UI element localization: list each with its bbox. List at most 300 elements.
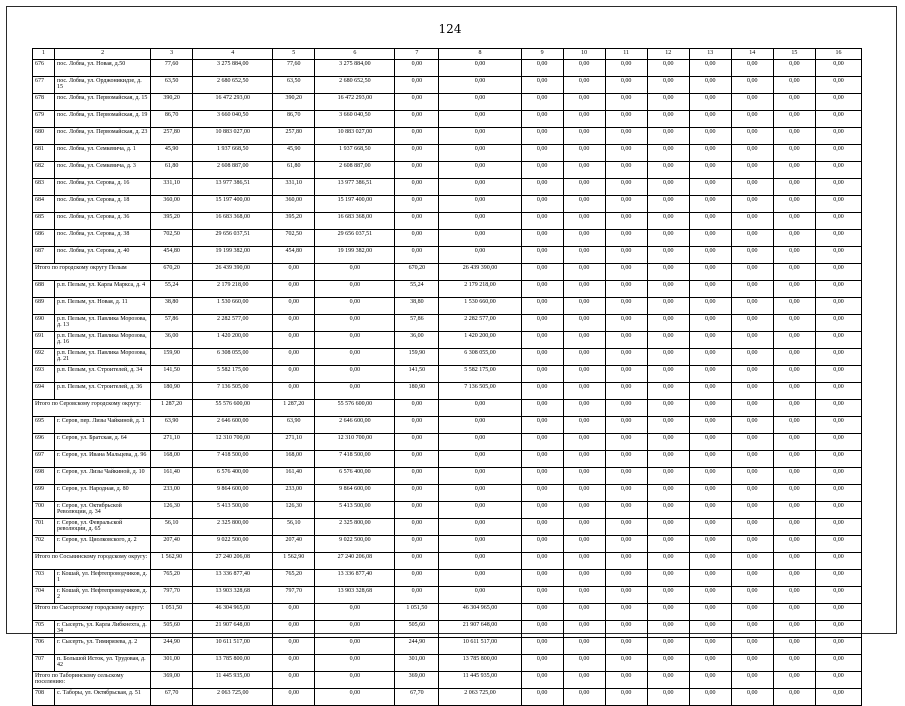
value-cell: 0,00: [605, 196, 647, 213]
value-cell: 0,00: [439, 60, 521, 77]
table-row: [33, 94, 862, 111]
table-row: [33, 638, 862, 655]
value-cell: 0,00: [273, 604, 315, 621]
value-cell: 0,00: [439, 111, 521, 128]
value-cell: 765,20: [273, 570, 315, 587]
address-cell: с. Таборы, ул. Октябрьская, д. 51: [55, 689, 151, 706]
value-cell: 67,70: [151, 689, 193, 706]
value-cell: 0,00: [689, 638, 731, 655]
value-cell: 0,00: [647, 315, 689, 332]
table-row: [33, 451, 862, 468]
value-cell: 0,00: [773, 281, 815, 298]
value-cell: 0,00: [521, 451, 563, 468]
value-cell: 271,10: [151, 434, 193, 451]
value-cell: 0,00: [815, 502, 861, 519]
value-cell: 0,00: [689, 502, 731, 519]
value-cell: 0,00: [521, 315, 563, 332]
value-cell: 0,00: [647, 604, 689, 621]
value-cell: 0,00: [395, 94, 439, 111]
address-cell: пос. Лобва, ул. Серова, д. 18: [55, 196, 151, 213]
value-cell: 0,00: [815, 604, 861, 621]
value-cell: 0,00: [521, 111, 563, 128]
value-cell: 0,00: [273, 366, 315, 383]
value-cell: 0,00: [315, 638, 395, 655]
value-cell: 0,00: [815, 298, 861, 315]
value-cell: 0,00: [521, 417, 563, 434]
column-header: 10: [563, 49, 605, 60]
address-cell: пос. Лобва, ул. Первомайская, д. 15: [55, 94, 151, 111]
value-cell: 27 240 206,08: [315, 553, 395, 570]
value-cell: 0,00: [647, 536, 689, 553]
value-cell: 0,00: [521, 298, 563, 315]
value-cell: 38,80: [151, 298, 193, 315]
value-cell: 0,00: [647, 145, 689, 162]
column-header: 6: [315, 49, 395, 60]
value-cell: 0,00: [605, 94, 647, 111]
value-cell: 0,00: [439, 196, 521, 213]
value-cell: 0,00: [521, 587, 563, 604]
table-row: [33, 111, 862, 128]
table-row: [33, 145, 862, 162]
value-cell: 1 420 200,00: [439, 332, 521, 349]
value-cell: 0,00: [689, 179, 731, 196]
table-row: [33, 587, 862, 604]
value-cell: 0,00: [521, 77, 563, 94]
row-number-cell: 696: [33, 434, 55, 451]
value-cell: 0,00: [731, 94, 773, 111]
row-number-cell: 680: [33, 128, 55, 145]
address-cell: пос. Лобва, ул. Семкевича, д. 1: [55, 145, 151, 162]
value-cell: 77,60: [151, 60, 193, 77]
row-number-cell: 677: [33, 77, 55, 94]
value-cell: 0,00: [521, 349, 563, 366]
value-cell: 0,00: [815, 111, 861, 128]
value-cell: 0,00: [315, 655, 395, 672]
value-cell: 0,00: [521, 621, 563, 638]
value-cell: 0,00: [773, 570, 815, 587]
value-cell: 0,00: [647, 451, 689, 468]
value-cell: 0,00: [731, 366, 773, 383]
value-cell: 0,00: [647, 638, 689, 655]
value-cell: 0,00: [563, 332, 605, 349]
row-number-cell: 692: [33, 349, 55, 366]
column-header: 12: [647, 49, 689, 60]
value-cell: 0,00: [647, 179, 689, 196]
value-cell: 0,00: [689, 264, 731, 281]
value-cell: 0,00: [731, 485, 773, 502]
value-cell: 0,00: [439, 179, 521, 196]
value-cell: 55 576 600,00: [315, 400, 395, 417]
value-cell: 0,00: [731, 468, 773, 485]
value-cell: 0,00: [689, 434, 731, 451]
value-cell: 0,00: [773, 213, 815, 230]
value-cell: 0,00: [395, 179, 439, 196]
value-cell: 0,00: [689, 162, 731, 179]
value-cell: 0,00: [689, 145, 731, 162]
value-cell: 0,00: [605, 451, 647, 468]
value-cell: 0,00: [605, 281, 647, 298]
address-cell: Итого по Таборинскому сельскому поселению:: [33, 672, 151, 689]
value-cell: 77,60: [273, 60, 315, 77]
row-number-cell: 705: [33, 621, 55, 638]
row-number-cell: 693: [33, 366, 55, 383]
value-cell: 0,00: [439, 451, 521, 468]
address-cell: г. Серов, ул. Лизы Чайкиной, д. 10: [55, 468, 151, 485]
value-cell: 0,00: [563, 604, 605, 621]
value-cell: 0,00: [521, 502, 563, 519]
value-cell: 0,00: [563, 485, 605, 502]
address-cell: Итого по Сосьвинскому городскому округу:: [33, 553, 151, 570]
value-cell: 9 022 500,00: [193, 536, 273, 553]
value-cell: 0,00: [689, 77, 731, 94]
value-cell: 0,00: [815, 485, 861, 502]
value-cell: 0,00: [521, 247, 563, 264]
value-cell: 0,00: [395, 60, 439, 77]
value-cell: 0,00: [439, 213, 521, 230]
value-cell: 0,00: [563, 247, 605, 264]
value-cell: 1 530 660,00: [193, 298, 273, 315]
value-cell: 1 287,20: [151, 400, 193, 417]
value-cell: 2 646 600,00: [315, 417, 395, 434]
table-row: [33, 162, 862, 179]
column-header: 11: [605, 49, 647, 60]
value-cell: 168,00: [151, 451, 193, 468]
value-cell: 0,00: [731, 213, 773, 230]
value-cell: 0,00: [689, 94, 731, 111]
value-cell: 56,10: [151, 519, 193, 536]
value-cell: 2 646 600,00: [193, 417, 273, 434]
value-cell: 0,00: [773, 400, 815, 417]
value-cell: 0,00: [773, 689, 815, 706]
value-cell: 0,00: [273, 281, 315, 298]
value-cell: 1 937 668,50: [193, 145, 273, 162]
value-cell: 2 179 218,00: [439, 281, 521, 298]
column-header: 4: [193, 49, 273, 60]
value-cell: 0,00: [731, 570, 773, 587]
value-cell: 16 683 368,00: [193, 213, 273, 230]
value-cell: 0,00: [563, 77, 605, 94]
value-cell: 0,00: [563, 179, 605, 196]
value-cell: 0,00: [689, 468, 731, 485]
value-cell: 0,00: [731, 400, 773, 417]
row-number-cell: 681: [33, 145, 55, 162]
value-cell: 0,00: [815, 179, 861, 196]
value-cell: 141,50: [395, 366, 439, 383]
row-number-cell: 700: [33, 502, 55, 519]
value-cell: 10 611 517,00: [439, 638, 521, 655]
value-cell: 0,00: [521, 60, 563, 77]
value-cell: 0,00: [647, 383, 689, 400]
value-cell: 159,90: [395, 349, 439, 366]
value-cell: 0,00: [521, 570, 563, 587]
table-body: [33, 60, 862, 706]
column-header: 2: [55, 49, 151, 60]
value-cell: 45,90: [273, 145, 315, 162]
value-cell: 0,00: [773, 264, 815, 281]
value-cell: 0,00: [773, 315, 815, 332]
value-cell: 0,00: [773, 332, 815, 349]
value-cell: 63,50: [151, 77, 193, 94]
value-cell: 0,00: [605, 128, 647, 145]
value-cell: 0,00: [647, 77, 689, 94]
value-cell: 0,00: [605, 536, 647, 553]
value-cell: 46 304 965,00: [439, 604, 521, 621]
value-cell: 0,00: [395, 536, 439, 553]
value-cell: 390,20: [273, 94, 315, 111]
address-cell: р.п. Пелым, ул. Новая, д. 11: [55, 298, 151, 315]
value-cell: 0,00: [731, 77, 773, 94]
value-cell: 0,00: [521, 366, 563, 383]
value-cell: 1 562,90: [273, 553, 315, 570]
value-cell: 0,00: [815, 468, 861, 485]
value-cell: 0,00: [689, 128, 731, 145]
value-cell: 0,00: [647, 689, 689, 706]
value-cell: 0,00: [773, 349, 815, 366]
address-cell: пос. Лобва, ул. Первомайская, д. 19: [55, 111, 151, 128]
value-cell: 19 199 382,00: [193, 247, 273, 264]
value-cell: 11 445 935,00: [193, 672, 273, 689]
value-cell: 0,00: [689, 451, 731, 468]
value-cell: 0,00: [815, 383, 861, 400]
value-cell: 13 977 386,51: [193, 179, 273, 196]
row-number-cell: 695: [33, 417, 55, 434]
value-cell: 0,00: [395, 502, 439, 519]
value-cell: 0,00: [815, 519, 861, 536]
value-cell: 0,00: [605, 485, 647, 502]
row-number-cell: 684: [33, 196, 55, 213]
address-cell: г. Серов, пер. Лизы Чайкиной, д. 1: [55, 417, 151, 434]
value-cell: 0,00: [395, 417, 439, 434]
value-cell: 0,00: [689, 672, 731, 689]
value-cell: 6 576 400,00: [315, 468, 395, 485]
value-cell: 126,30: [151, 502, 193, 519]
value-cell: 16 472 293,00: [315, 94, 395, 111]
value-cell: 670,20: [395, 264, 439, 281]
value-cell: 505,60: [395, 621, 439, 638]
value-cell: 0,00: [439, 417, 521, 434]
value-cell: 0,00: [731, 502, 773, 519]
value-cell: 45,90: [151, 145, 193, 162]
table-row: [33, 60, 862, 77]
value-cell: 0,00: [647, 417, 689, 434]
value-cell: 0,00: [315, 621, 395, 638]
value-cell: 670,20: [151, 264, 193, 281]
value-cell: 0,00: [563, 587, 605, 604]
value-cell: 0,00: [521, 196, 563, 213]
value-cell: 0,00: [773, 672, 815, 689]
value-cell: 271,10: [273, 434, 315, 451]
value-cell: 207,40: [273, 536, 315, 553]
value-cell: 7 136 505,00: [193, 383, 273, 400]
value-cell: 0,00: [689, 655, 731, 672]
value-cell: 0,00: [689, 349, 731, 366]
value-cell: 0,00: [395, 77, 439, 94]
value-cell: 0,00: [521, 519, 563, 536]
value-cell: 0,00: [689, 570, 731, 587]
value-cell: 1 530 660,00: [439, 298, 521, 315]
value-cell: 0,00: [731, 230, 773, 247]
value-cell: 0,00: [647, 162, 689, 179]
table-row: [33, 434, 862, 451]
row-number-cell: 708: [33, 689, 55, 706]
address-cell: пос. Лобва, ул. Серова, д. 36: [55, 213, 151, 230]
value-cell: 0,00: [773, 145, 815, 162]
column-header: 14: [731, 49, 773, 60]
value-cell: 0,00: [647, 366, 689, 383]
row-number-cell: 685: [33, 213, 55, 230]
value-cell: 0,00: [605, 247, 647, 264]
value-cell: 10 611 517,00: [193, 638, 273, 655]
table-row: [33, 298, 862, 315]
value-cell: 0,00: [647, 230, 689, 247]
table-row: [33, 621, 862, 638]
page-number: 124: [438, 22, 462, 36]
value-cell: 0,00: [773, 587, 815, 604]
value-cell: 360,00: [273, 196, 315, 213]
address-cell: г. Серов, ул. Братская, д. 64: [55, 434, 151, 451]
subtotal-row: [33, 553, 862, 570]
row-number-cell: 686: [33, 230, 55, 247]
value-cell: 0,00: [273, 315, 315, 332]
value-cell: 0,00: [689, 383, 731, 400]
value-cell: 0,00: [273, 621, 315, 638]
value-cell: 0,00: [439, 519, 521, 536]
value-cell: 0,00: [521, 162, 563, 179]
value-cell: 0,00: [605, 400, 647, 417]
value-cell: 0,00: [815, 434, 861, 451]
value-cell: 0,00: [439, 502, 521, 519]
value-cell: 0,00: [521, 281, 563, 298]
value-cell: 0,00: [647, 434, 689, 451]
value-cell: 9 864 600,00: [193, 485, 273, 502]
row-number-cell: 682: [33, 162, 55, 179]
value-cell: 0,00: [773, 621, 815, 638]
value-cell: 0,00: [815, 366, 861, 383]
value-cell: 0,00: [647, 485, 689, 502]
table-row: [33, 502, 862, 519]
header-row: [33, 49, 862, 60]
table-row: [33, 196, 862, 213]
table-row: [33, 77, 862, 94]
value-cell: 0,00: [521, 400, 563, 417]
value-cell: 0,00: [439, 485, 521, 502]
value-cell: 0,00: [731, 332, 773, 349]
value-cell: 0,00: [731, 298, 773, 315]
value-cell: 0,00: [731, 264, 773, 281]
value-cell: 0,00: [395, 553, 439, 570]
row-number-cell: 689: [33, 298, 55, 315]
row-number-cell: 704: [33, 587, 55, 604]
value-cell: 0,00: [731, 587, 773, 604]
value-cell: 0,00: [689, 111, 731, 128]
value-cell: 0,00: [773, 451, 815, 468]
row-number-cell: 676: [33, 60, 55, 77]
value-cell: 0,00: [439, 94, 521, 111]
value-cell: 0,00: [395, 434, 439, 451]
row-number-cell: 706: [33, 638, 55, 655]
value-cell: 0,00: [605, 570, 647, 587]
value-cell: 0,00: [563, 162, 605, 179]
value-cell: 0,00: [439, 247, 521, 264]
value-cell: 0,00: [773, 519, 815, 536]
value-cell: 13 903 328,68: [193, 587, 273, 604]
table-row: [33, 366, 862, 383]
value-cell: 0,00: [815, 213, 861, 230]
address-cell: г. Серов, ул. Ивана Мальцева, д. 96: [55, 451, 151, 468]
value-cell: 0,00: [689, 400, 731, 417]
value-cell: 0,00: [273, 689, 315, 706]
value-cell: 0,00: [773, 94, 815, 111]
value-cell: 0,00: [815, 77, 861, 94]
value-cell: 0,00: [315, 366, 395, 383]
value-cell: 13 336 877,40: [193, 570, 273, 587]
value-cell: 0,00: [563, 502, 605, 519]
subtotal-row: [33, 400, 862, 417]
value-cell: 1 287,20: [273, 400, 315, 417]
value-cell: 0,00: [773, 179, 815, 196]
address-cell: г. Сысерть, ул. Тимирязева, д. 2: [55, 638, 151, 655]
value-cell: 0,00: [689, 332, 731, 349]
subtotal-row: [33, 672, 862, 689]
value-cell: 0,00: [521, 689, 563, 706]
value-cell: 2 282 577,00: [439, 315, 521, 332]
value-cell: 3 275 884,00: [193, 60, 273, 77]
address-cell: р.п. Пелым, ул. Строителей, д. 34: [55, 366, 151, 383]
value-cell: 0,00: [689, 587, 731, 604]
value-cell: 0,00: [605, 383, 647, 400]
value-cell: 0,00: [563, 230, 605, 247]
value-cell: 0,00: [273, 638, 315, 655]
row-number-cell: 691: [33, 332, 55, 349]
value-cell: 454,80: [273, 247, 315, 264]
value-cell: 180,90: [395, 383, 439, 400]
value-cell: 0,00: [395, 230, 439, 247]
value-cell: 0,00: [315, 264, 395, 281]
value-cell: 0,00: [395, 111, 439, 128]
value-cell: 454,80: [151, 247, 193, 264]
row-number-cell: 698: [33, 468, 55, 485]
table-row: [33, 468, 862, 485]
value-cell: 0,00: [439, 553, 521, 570]
value-cell: 0,00: [605, 672, 647, 689]
value-cell: 5 413 500,00: [315, 502, 395, 519]
value-cell: 0,00: [605, 298, 647, 315]
value-cell: 0,00: [815, 536, 861, 553]
value-cell: 0,00: [773, 553, 815, 570]
value-cell: 0,00: [731, 689, 773, 706]
value-cell: 0,00: [605, 264, 647, 281]
value-cell: 0,00: [689, 366, 731, 383]
address-cell: р.п. Пелым, ул. Павлика Морозова, д. 16: [55, 332, 151, 349]
value-cell: 395,20: [273, 213, 315, 230]
value-cell: 5 582 175,00: [193, 366, 273, 383]
value-cell: 2 608 887,00: [193, 162, 273, 179]
value-cell: 0,00: [815, 570, 861, 587]
value-cell: 0,00: [563, 553, 605, 570]
value-cell: 0,00: [605, 349, 647, 366]
value-cell: 0,00: [731, 672, 773, 689]
value-cell: 55,24: [151, 281, 193, 298]
value-cell: 0,00: [815, 247, 861, 264]
table-row: [33, 247, 862, 264]
value-cell: 797,70: [273, 587, 315, 604]
value-cell: 0,00: [647, 196, 689, 213]
value-cell: 0,00: [773, 230, 815, 247]
value-cell: 0,00: [395, 468, 439, 485]
value-cell: 38,80: [395, 298, 439, 315]
table-row: [33, 689, 862, 706]
address-cell: Итого по Серовскому городскому округу:: [33, 400, 151, 417]
